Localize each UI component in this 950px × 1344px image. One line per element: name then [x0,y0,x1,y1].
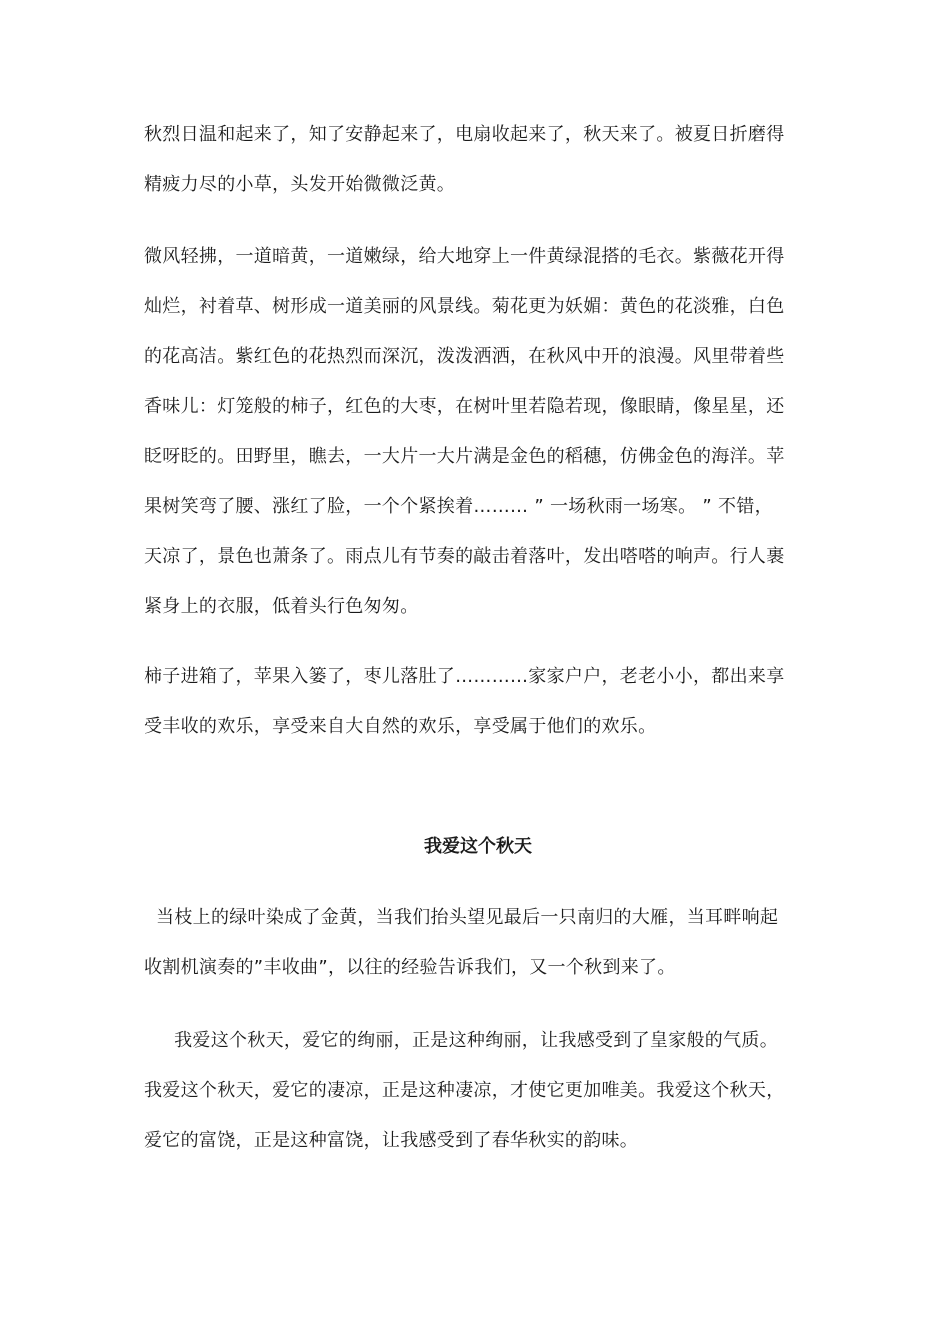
text-line: 我爱这个秋天，爱它的凄凉，正是这种凄凉，才使它更加唯美。我爱这个秋天， [144,1080,785,1101]
text-line: 香味儿：灯笼般的柿子，红色的大枣，在树叶里若隐若现，像眼睛，像星星，还 [144,396,785,417]
text-line: 灿烂，衬着草、树形成一道美丽的风景线。菊花更为妖媚：黄色的花淡雅，白色 [144,296,785,317]
text-line: 秋烈日温和起来了，知了安静起来了，电扇收起来了，秋天来了。被夏日折磨得 [144,124,785,145]
paragraph-autumn-arrives [144,110,812,210]
text-line: 微风轻拂，一道暗黄，一道嫩绿，给大地穿上一件黄绿混搭的毛衣。紫薇花开得 [144,246,785,267]
paragraph-autumn-scenery [144,232,812,632]
paragraph-i-love-autumn [144,1016,812,1166]
text-line: 的花高洁。紫红色的花热烈而深沉，泼泼洒洒，在秋风中开的浪漫。风里带着些 [144,346,785,367]
text-line: 果树笑弯了腰、涨红了脸，一个个紧挨着……… ” 一场秋雨一场寒。 ” 不错， [144,496,773,517]
section-title: 我爱这个秋天 [424,836,532,857]
text-line: 收割机演奏的”丰收曲”，以往的经验告诉我们，又一个秋到来了。 [144,957,676,978]
text-line: 精疲力尽的小草，头发开始微微泛黄。 [144,174,456,195]
text-line: 天凉了，景色也萧条了。雨点儿有节奏的敲击着落叶，发出嗒嗒的响声。行人裹 [144,546,785,567]
text-line: 受丰收的欢乐，享受来自大自然的欢乐，享受属于他们的欢乐。 [144,716,657,737]
paragraph-autumn-arrives-again [144,893,812,993]
text-line: 眨呀眨的。田野里，瞧去，一大片一大片满是金色的稻穗，仿佛金色的海洋。苹 [144,446,785,467]
text-line: 柿子进箱了，苹果入篓了，枣儿落肚了…………家家户户，老老小小，都出来享 [144,666,785,687]
paragraph-harvest [144,652,812,752]
text-line: 当枝上的绿叶染成了金黄，当我们抬头望见最后一只南归的大雁，当耳畔响起 [144,907,779,928]
text-line: 我爱这个秋天，爱它的绚丽，正是这种绚丽，让我感受到了皇家般的气质。 [144,1030,779,1051]
text-line: 紧身上的衣服，低着头行色匆匆。 [144,596,419,617]
text-line: 爱它的富饶，正是这种富饶，让我感受到了春华秋实的韵味。 [144,1130,639,1151]
